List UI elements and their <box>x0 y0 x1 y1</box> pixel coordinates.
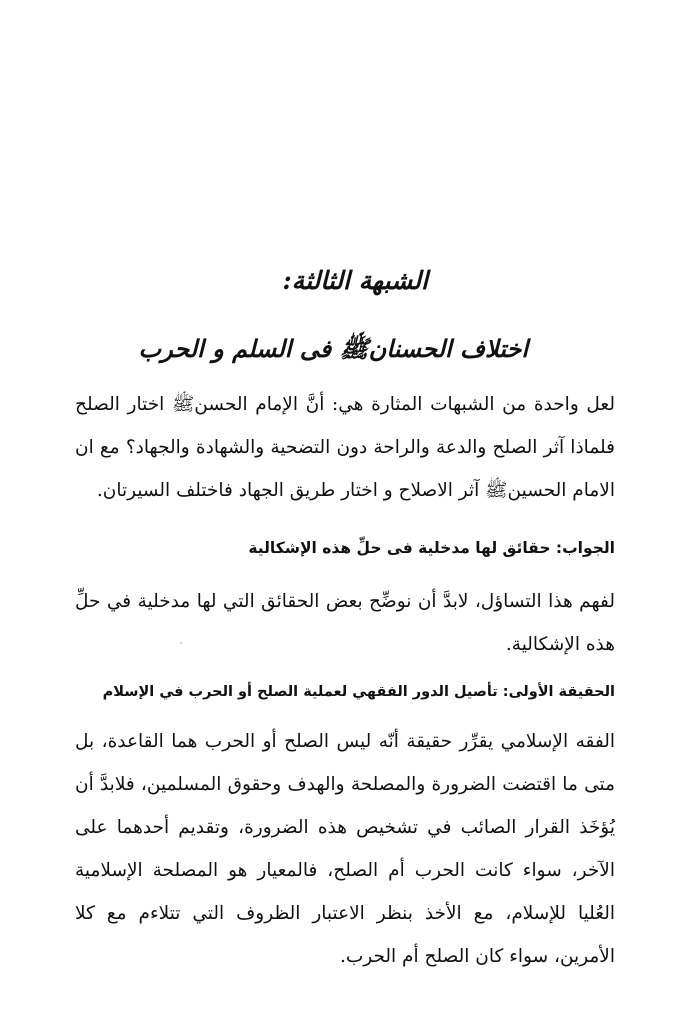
chapter-subtitle: اختلاف الحسنانﷺ فى السلم و الحرب <box>138 334 528 363</box>
chapter-title: الشبهة الثالثة: <box>282 266 428 295</box>
answer-heading: الجواب: حقائق لها مدخلية فى حلِّ هذه الإشكالية <box>248 539 615 557</box>
intro-paragraph: لعل واحدة من الشبهات المثارة هي: أنَّ الإمام الحسنﷺ اختار الصلح فلماذا آثر الصلح والدعة والراحة دون التضحية والشهادة والجهاد؟ مع ان الامام الحسينﷺ آثر الاصلاح و اختار طريق الجهاد فاختلف السيرتان. <box>75 394 615 501</box>
fact-paragraph: الفقه الإسلامي يقرِّر حقيقة أنّه ليس الصلح أو الحرب هما القاعدة، بل متى ما اقتضت الضرورة والمصلحة والهدف وحقوق المسلمين، فلابدَّ أن يُؤخَذ القرار الصائب في تشخيص هذه الضرورة، وتقديم أحدهما على الآخر، سواء كانت الحرب أم الصلح، فالمعيار هو المصلحة الإسلامية العُليا للإسلام، مع الأخذ بنظر الاعتبار الظروف التي تتلاءم مع كلا الأمرين، سواء كان الصلح أم الحرب. <box>75 731 615 967</box>
print-speck <box>180 642 182 644</box>
fact-heading: الحقيقة الأولى: تأصيل الدور الفقهي لعملية الصلح أو الحرب في الإسلام <box>102 684 615 700</box>
answer-paragraph: لفهم هذا التساؤل، لابدَّ أن نوضِّح بعض الحقائق التي لها مدخلية في حلِّ هذه الإشكالية. <box>75 591 615 655</box>
